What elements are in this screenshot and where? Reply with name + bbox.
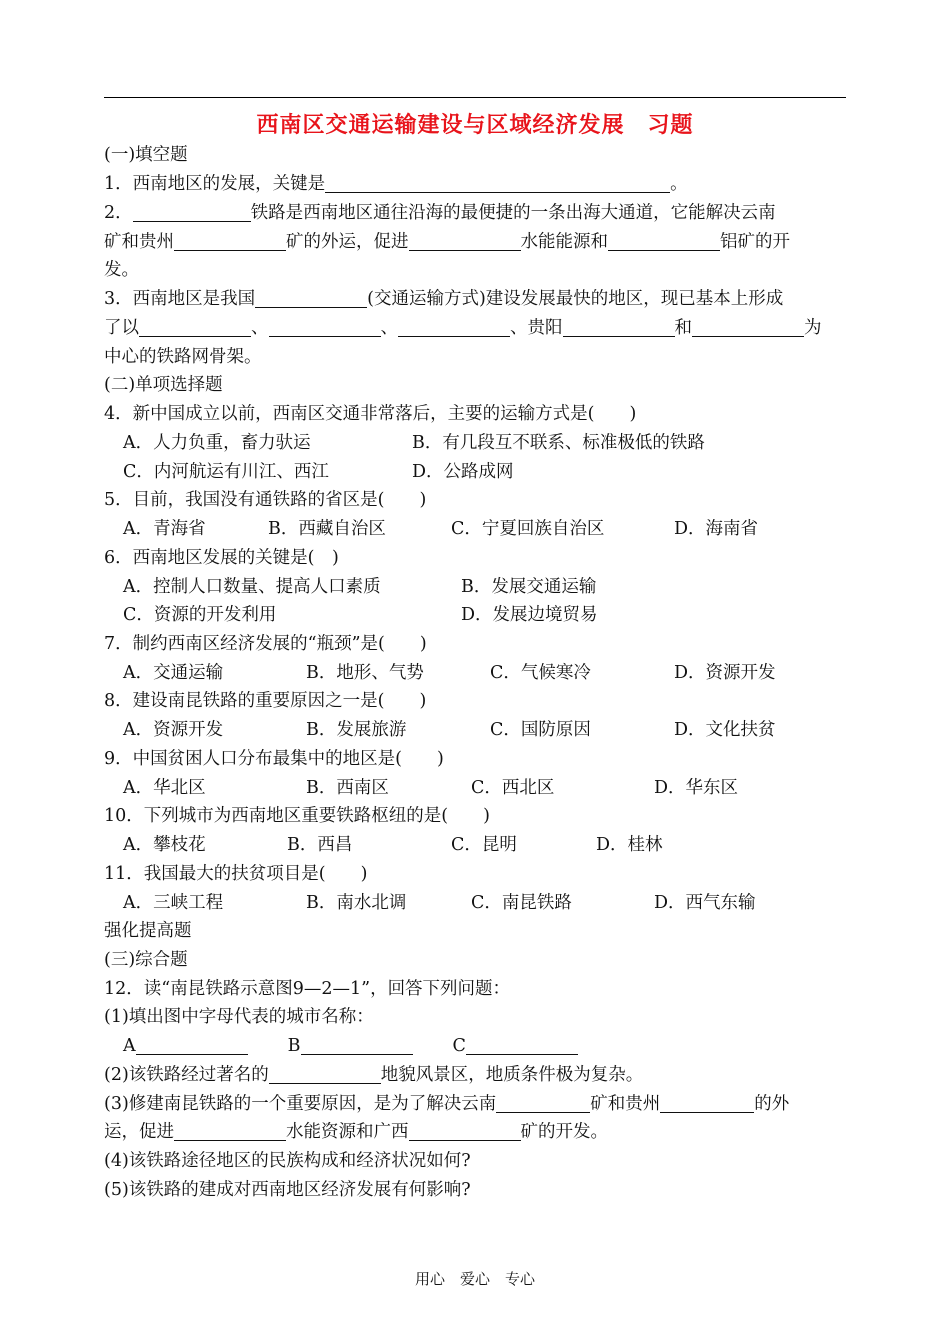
blank-a[interactable] [136,1034,248,1055]
q4-option-c[interactable]: C．内河航运有川江、西江 [123,462,329,482]
question-3-line-3: 中心的铁路网骨架。 [104,347,262,367]
blank-c[interactable] [466,1034,578,1055]
q4-option-b[interactable]: B．有几段互不联系、标准极低的铁路 [412,433,705,453]
header-rule [104,97,846,98]
q7-option-d[interactable]: D．资源开发 [674,663,776,683]
question-2-line-1: 2． 铁路是西南地区通往沿海的最便捷的一条出海大通道，它能解决云南 [104,203,776,223]
section-heading-advanced: 强化提高题 [104,921,192,941]
q5-option-b[interactable]: B．西藏自治区 [268,519,386,539]
q8-option-a[interactable]: A．资源开发 [123,720,224,740]
q12-part-5: (5)该铁路的建成对西南地区经济发展有何影响? [104,1180,471,1200]
blank[interactable] [692,316,804,337]
q7-option-c[interactable]: C．气候寒冷 [490,663,591,683]
blank[interactable] [325,172,670,193]
question-8-stem: 8．建设南昆铁路的重要原因之一是( ) [104,691,427,711]
blank[interactable] [174,1120,286,1141]
blank[interactable] [660,1092,754,1113]
question-1: 1．西南地区的发展，关键是 。 [104,174,688,194]
blank-b[interactable] [301,1034,413,1055]
question-3-line-1: 3．西南地区是我国 (交通运输方式)建设发展最快的地区，现已基本上形成 [104,289,784,309]
question-4-stem: 4．新中国成立以前，西南区交通非常落后，主要的运输方式是( ) [104,404,637,424]
q9-option-d[interactable]: D．华东区 [654,778,739,798]
q4-option-a[interactable]: A．人力负重，畜力驮运 [123,433,311,453]
q9-option-b[interactable]: B．西南区 [306,778,389,798]
question-11-stem: 11．我国最大的扶贫项目是( ) [104,864,368,884]
q4-option-d[interactable]: D．公路成网 [412,462,514,482]
q10-option-c[interactable]: C．昆明 [451,835,517,855]
q8-option-c[interactable]: C．国防原因 [490,720,591,740]
q10-option-d[interactable]: D．桂林 [596,835,663,855]
q7-option-a[interactable]: A．交通运输 [123,663,224,683]
q5-option-d[interactable]: D．海南省 [674,519,759,539]
q12-part-4: (4)该铁路途径地区的民族构成和经济状况如何? [104,1151,471,1171]
q11-option-c[interactable]: C．南昆铁路 [471,893,572,913]
q10-option-a[interactable]: A．攀枝花 [123,835,206,855]
blank[interactable] [269,1063,381,1084]
section-heading-comprehensive: (三)综合题 [104,950,188,970]
q11-option-b[interactable]: B．南水北调 [306,893,407,913]
q8-option-b[interactable]: B．发展旅游 [306,720,407,740]
q5-option-a[interactable]: A．青海省 [123,519,206,539]
blank[interactable] [255,287,367,308]
q6-option-c[interactable]: C．资源的开发利用 [123,605,277,625]
question-3-line-2: 了以 、 、 、贵阳 和 为 [104,318,822,338]
blank[interactable] [139,316,251,337]
q12-part-1-blanks: A B C [123,1032,578,1060]
blank[interactable] [608,230,720,251]
q12-part-1: (1)填出图中字母代表的城市名称： [104,1007,374,1027]
question-5-stem: 5．目前，我国没有通铁路的省区是( ) [104,490,427,510]
question-2-line-2: 矿和贵州 矿的外运，促进 水能能源和 铝矿的开 [104,232,790,252]
page-title: 西南区交通运输建设与区域经济发展 习题 [256,112,694,138]
blank[interactable] [269,316,381,337]
blank[interactable] [496,1092,590,1113]
q9-option-c[interactable]: C．西北区 [471,778,555,798]
blank[interactable] [174,230,286,251]
blank[interactable] [398,316,510,337]
q10-option-b[interactable]: B．西昌 [287,835,353,855]
q12-part-3-line-2: 运，促进 水能资源和广西 矿的开发。 [104,1122,608,1142]
blank[interactable] [133,201,251,222]
q9-option-a[interactable]: A．华北区 [123,778,206,798]
q12-part-2: (2)该铁路经过著名的 地貌风景区，地质条件极为复杂。 [104,1065,644,1085]
q12-part-3-line-1: (3)修建南昆铁路的一个重要原因，是为了解决云南 矿和贵州 的外 [104,1094,790,1114]
blank[interactable] [563,316,675,337]
q6-option-b[interactable]: B．发展交通运输 [461,577,597,597]
blank[interactable] [409,230,521,251]
blank[interactable] [409,1120,521,1141]
q6-option-a[interactable]: A．控制人口数量、提高人口素质 [123,577,381,597]
question-12-stem: 12．读“南昆铁路示意图9—2—1”，回答下列问题： [104,979,511,999]
q6-option-d[interactable]: D．发展边境贸易 [461,605,598,625]
q11-option-a[interactable]: A．三峡工程 [123,893,224,913]
section-heading-fill: (一)填空题 [104,145,188,165]
question-10-stem: 10．下列城市为西南地区重要铁路枢纽的是( ) [104,806,490,826]
question-7-stem: 7．制约西南区经济发展的“瓶颈”是( ) [104,634,427,654]
question-2-line-3: 发。 [104,260,139,280]
q11-option-d[interactable]: D．西气东输 [654,893,756,913]
section-heading-choice: (二)单项选择题 [104,375,223,395]
question-9-stem: 9．中国贫困人口分布最集中的地区是( ) [104,749,444,769]
q8-option-d[interactable]: D．文化扶贫 [674,720,776,740]
page-footer: 用心 爱心 专心 [414,1270,535,1288]
q5-option-c[interactable]: C．宁夏回族自治区 [451,519,605,539]
q7-option-b[interactable]: B．地形、气势 [306,663,424,683]
question-6-stem: 6．西南地区发展的关键是( ) [104,548,339,568]
